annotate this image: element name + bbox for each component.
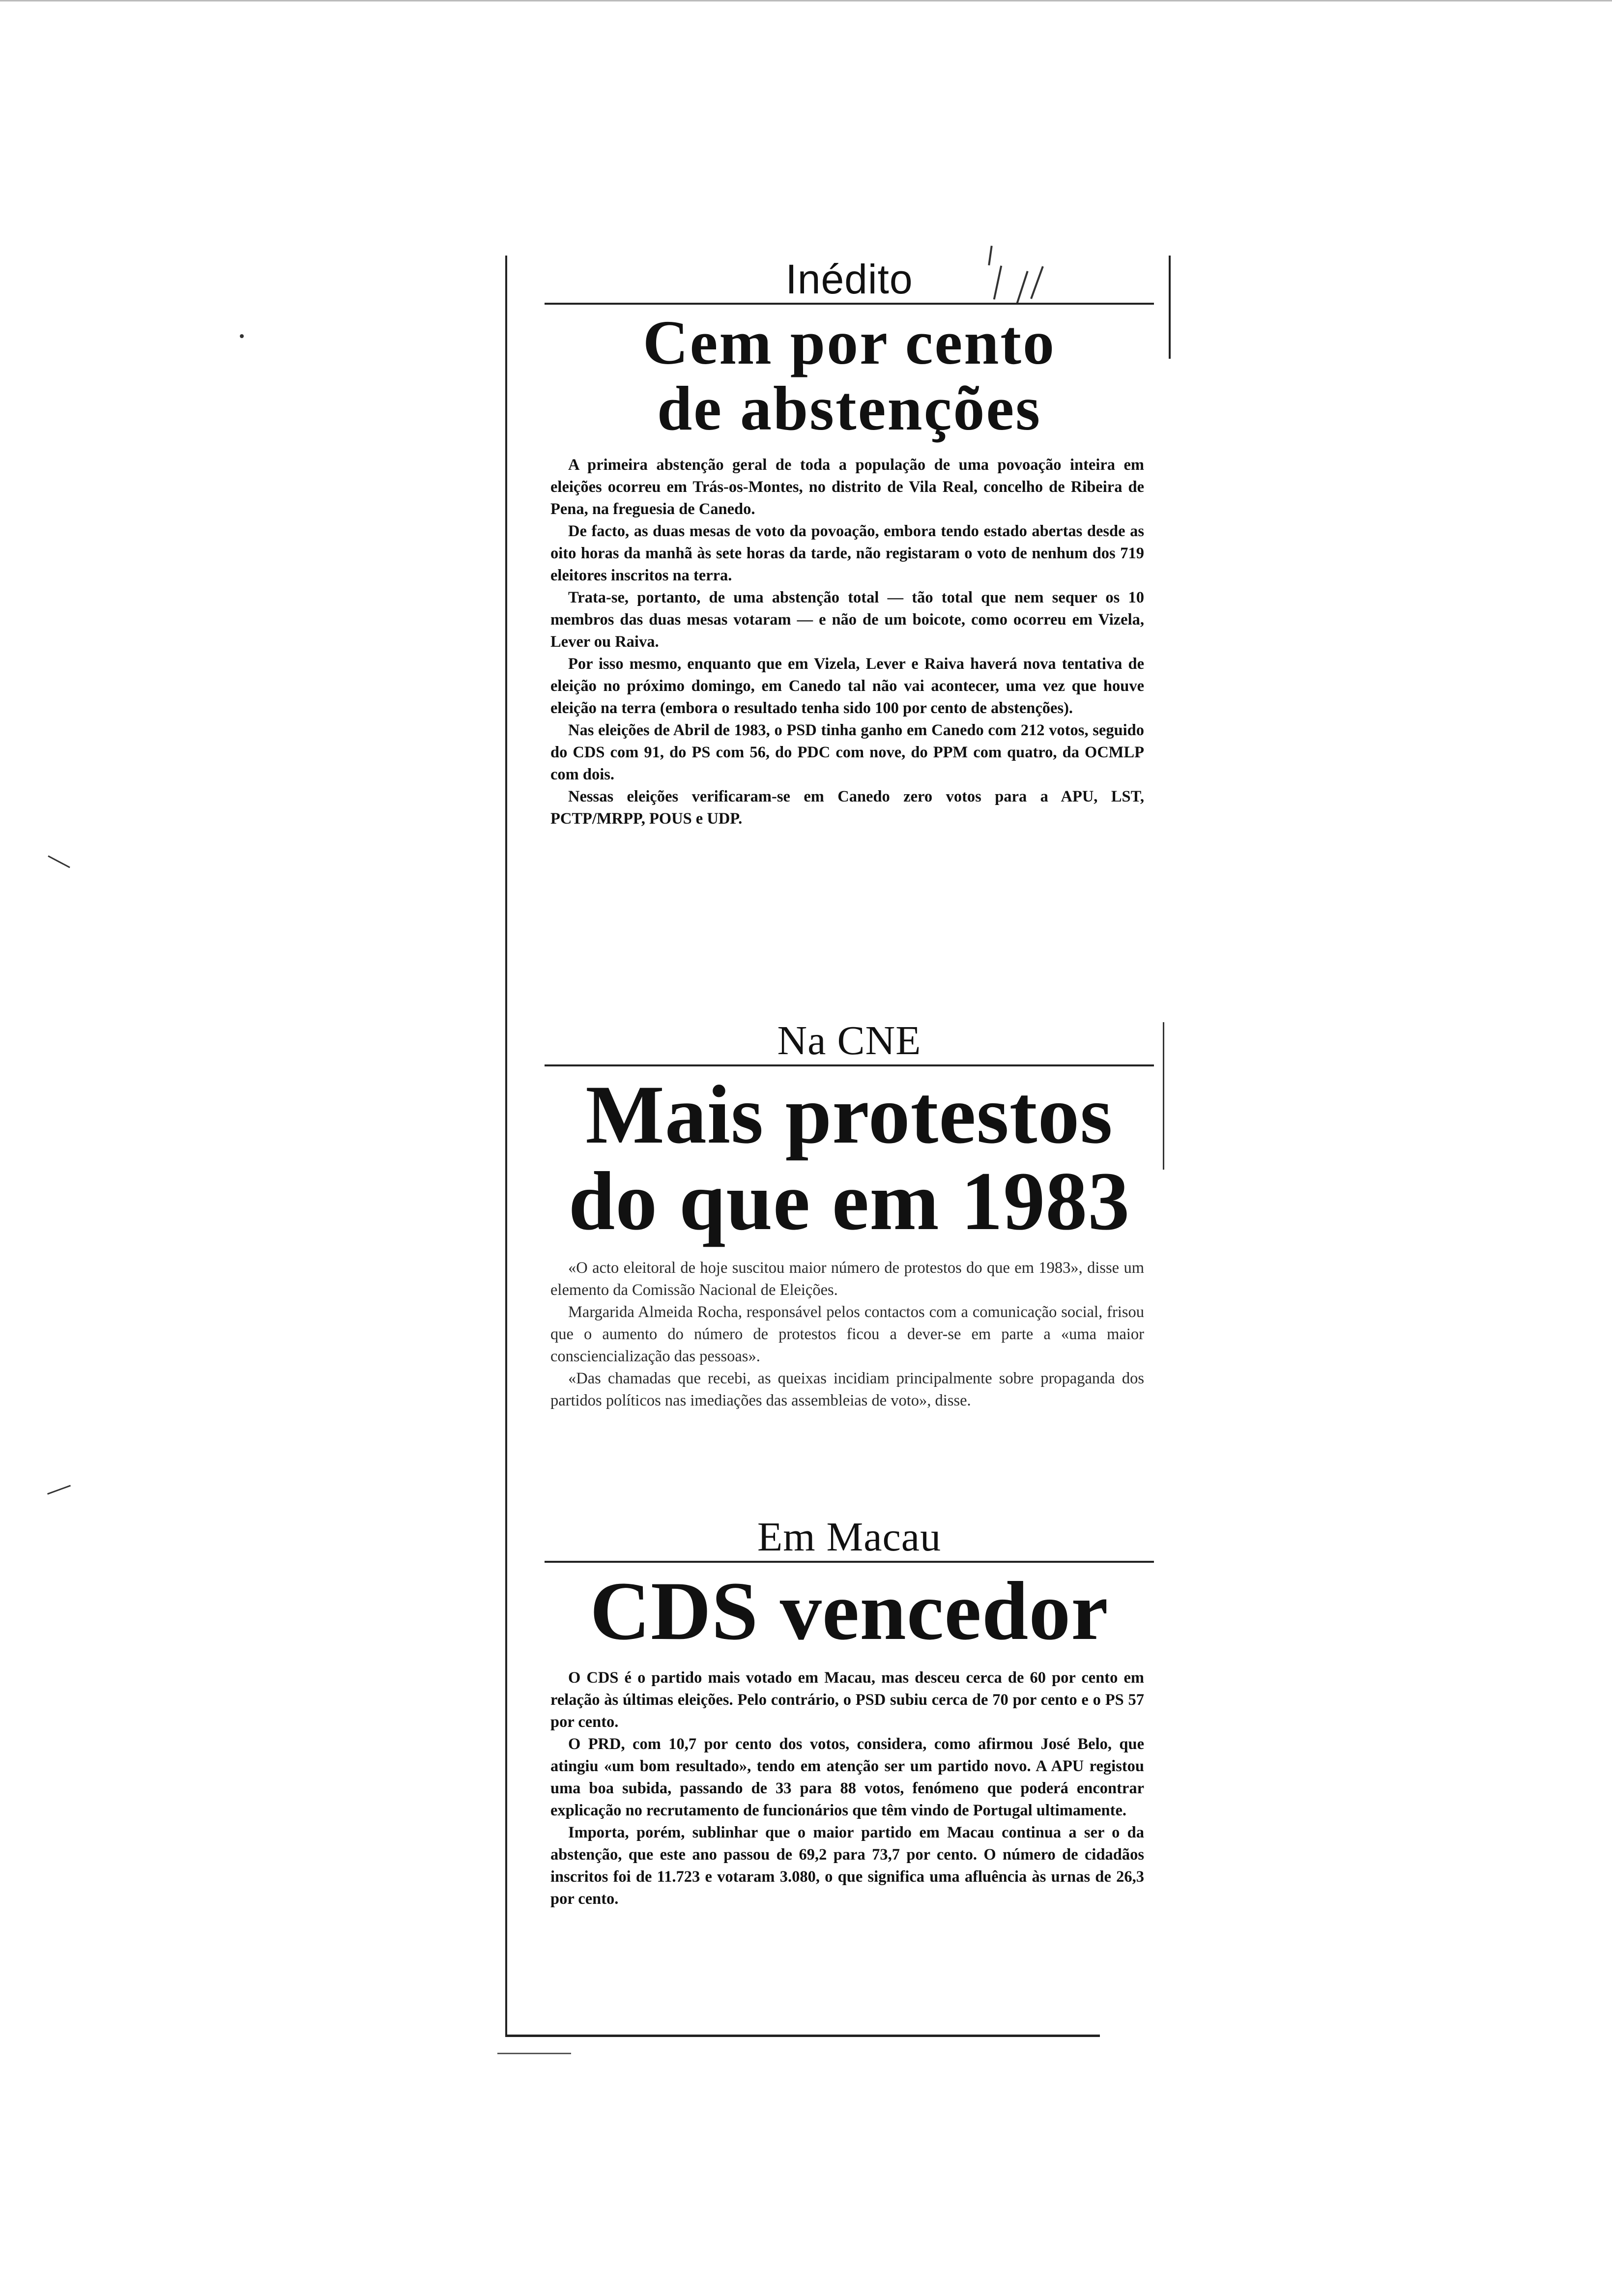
scan-speck (47, 1485, 71, 1495)
article-headline (545, 310, 1154, 441)
scan-speck (48, 855, 70, 868)
article-em-macau (545, 1514, 1154, 1910)
right-border-rule (1169, 256, 1171, 359)
article-body (550, 1257, 1144, 1412)
paragraph: Por isso mesmo, enquanto que em Vizela, Lever e Raiva haverá nova tentativa de eleição no próximo domingo, em Canedo tal não vai acontecer, uma vez que houve eleição na terra (embora o resultado tenha sido 100 por cento de abstenções). (550, 655, 1144, 717)
article-kicker: Na CNE (545, 1017, 1154, 1066)
newspaper-clipping (505, 256, 1183, 2044)
paragraph: A primeira abstenção geral de toda a população de uma povoação inteira em eleições ocorreu em Trás-os-Montes, no distrito de Vila Real, concelho de Ribeira de Pena, na freguesia de Canedo. (550, 456, 1144, 518)
paragraph: Margarida Almeida Rocha, responsável pelos contactos com a comunicação social, frisou que o aumento do número de protestos ficou a dever-se em parte a «uma maior consciencialização das pessoas». (550, 1303, 1144, 1365)
article-kicker: Inédito (545, 256, 1154, 305)
article-kicker: Em Macau (545, 1514, 1154, 1563)
article-body (550, 1667, 1144, 1910)
headline-line: de abstenções (657, 373, 1042, 443)
left-border-rule (505, 256, 507, 2035)
right-margin-rule (1163, 1022, 1164, 1170)
headline-line: do que em 1983 (568, 1155, 1130, 1247)
paragraph: De facto, as duas mesas de voto da povoação, embora tendo estado abertas desde as oito horas da manhã às sete horas da tarde, não registaram o voto de nenhum dos 719 eleitores inscritos na terra. (550, 522, 1144, 584)
headline-line: CDS vencedor (590, 1565, 1109, 1657)
paragraph: «O acto eleitoral de hoje suscitou maior número de protestos do que em 1983», disse um elemento da Comissão Nacional de Eleições. (550, 1259, 1144, 1299)
bottom-corner-rule (497, 2053, 571, 2054)
paragraph: Nessas eleições verificaram-se em Canedo zero votos para a APU, LST, PCTP/MRPP, POUS e UDP. (550, 788, 1144, 828)
bottom-border-rule (505, 2035, 1100, 2037)
scan-speck (240, 334, 244, 338)
article-na-cne (545, 1017, 1154, 1412)
top-edge-line (0, 0, 1612, 1)
article-body (550, 454, 1144, 830)
paragraph: O PRD, com 10,7 por cento dos votos, considera, como afirmou José Belo, que atingiu «um bom resultado», tendo em atenção ser um partido novo. A APU registou uma boa subida, passando de 33 para 88 votos, fenómeno que poderá encontrar explicação no recrutamento de funcionários que têm vindo de Portugal ultimamente. (550, 1735, 1144, 1819)
headline-line: Mais protestos (585, 1068, 1113, 1161)
article-headline (545, 1565, 1154, 1657)
paragraph: Trata-se, portanto, de uma abstenção total — tão total que nem sequer os 10 membros das duas mesas votaram — e não de um boicote, como ocorreu em Vizela, Lever ou Raiva. (550, 589, 1144, 651)
article-inedito (545, 256, 1154, 830)
headline-line: Cem por cento (643, 308, 1056, 377)
paragraph: O CDS é o partido mais votado em Macau, mas desceu cerca de 60 por cento em relação às últimas eleições. Pelo contrário, o PSD subiu cerca de 70 por cento e o PS 57 por cento. (550, 1669, 1144, 1731)
paragraph: «Das chamadas que recebi, as queixas incidiam principalmente sobre propaganda dos partidos políticos nas imediações das assembleias de voto», disse. (550, 1370, 1144, 1409)
paragraph: Nas eleições de Abril de 1983, o PSD tinha ganho em Canedo com 212 votos, seguido do CDS com 91, do PS com 56, do PDC com nove, do PPM com quatro, da OCMLP com dois. (550, 721, 1144, 783)
paragraph: Importa, porém, sublinhar que o maior partido em Macau continua a ser o da abstenção, que este ano passou de 69,2 para 73,7 por cento. O número de cidadãos inscritos foi de 11.723 e votaram 3.080, o que significa uma afluência às urnas de 26,3 por cento. (550, 1824, 1144, 1908)
article-headline (545, 1068, 1154, 1247)
